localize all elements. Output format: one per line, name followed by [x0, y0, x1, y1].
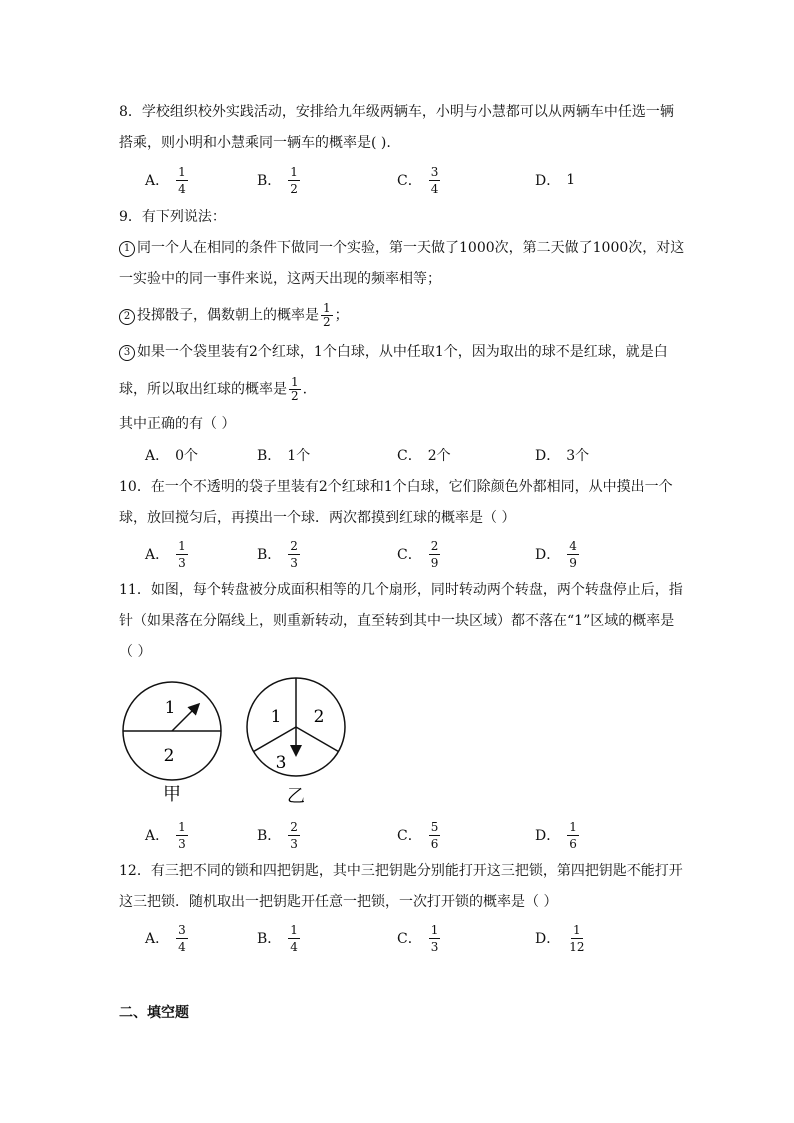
- q8-options: [145, 162, 705, 198]
- fraction: $\frac{1}{3}$: [178, 538, 186, 570]
- q12-option-c[interactable]: C． $\frac{1}{3}$: [397, 922, 439, 954]
- fraction: $\frac{1}{2}$: [291, 375, 299, 403]
- fraction: $\frac{1}{3}$: [178, 819, 186, 851]
- spinner-yi: [247, 678, 345, 807]
- q9-statement-1-line2: 一实验中的同一事件来说，这两天出现的频率相等；: [119, 271, 441, 287]
- spinner-yi-region-1: 1: [270, 707, 282, 727]
- fraction: $\frac{4}{9}$: [569, 538, 577, 570]
- q9-options: [145, 437, 705, 473]
- q11-options: [145, 817, 705, 853]
- q9-statement-2: 2 投掷骰子，偶数朝上的概率是 $\frac{1}{2}$ ；: [119, 302, 349, 329]
- q11-text-line3: （ ）: [119, 644, 152, 660]
- spinner-jia-region-1: 1: [164, 698, 176, 718]
- q10-option-b[interactable]: B． $\frac{2}{3}$: [257, 538, 298, 570]
- circled-number-2: 2: [119, 309, 135, 325]
- fraction: $\frac{5}{6}$: [430, 819, 439, 851]
- q12-options: [145, 920, 705, 956]
- spinner-jia-label: 甲: [163, 784, 181, 805]
- q8-text-line1: 8．学校组织校外实践活动，安排给九年级两辆车，小明与小慧都可以从两辆车中任选一辆: [119, 104, 674, 120]
- fraction: $\frac{2}{3}$: [290, 819, 298, 851]
- q8-option-d[interactable]: D． 1: [535, 172, 576, 189]
- q10-option-d[interactable]: D． $\frac{4}{9}$: [535, 538, 577, 570]
- circled-number-3: 3: [119, 345, 135, 361]
- q10-text-line1: 10．在一个不透明的袋子里装有2个红球和1个白球，它们除颜色外都相同，从中摸出一个: [119, 479, 673, 495]
- q12-option-b[interactable]: B． $\frac{1}{4}$: [257, 922, 298, 954]
- spinner-yi-region-2: 2: [313, 707, 325, 727]
- spinner-yi-region-3: 3: [275, 753, 287, 773]
- q9-question: 其中正确的有（ ）: [119, 416, 236, 432]
- q9-option-c[interactable]: C． 2个: [397, 448, 451, 464]
- q8-text-line2: 搭乘，则小明和小慧乘同一辆车的概率是( ).: [119, 135, 391, 151]
- circled-number-1: 1: [119, 241, 135, 257]
- q8-option-a[interactable]: A． $\frac{1}{4}$: [145, 164, 186, 196]
- q11-text-line2: 针（如果落在分隔线上，则重新转动，直至转到其中一块区域）都不落在“1”区域的概率是: [119, 613, 675, 629]
- fraction: $\frac{1}{4}$: [290, 922, 298, 954]
- q8-option-b[interactable]: B． $\frac{1}{2}$: [257, 164, 298, 196]
- q10-text-line2: 球，放回搅匀后，再摸出一个球．两次都摸到红球的概率是（ ）: [119, 510, 516, 526]
- q10-option-a[interactable]: A． $\frac{1}{3}$: [145, 538, 186, 570]
- q9-statement-1-line1: 1 同一个人在相同的条件下做同一个实验，第一天做了1000次，第二天做了1000次，对这: [119, 238, 684, 258]
- q11-option-b[interactable]: B． $\frac{2}{3}$: [257, 819, 298, 851]
- fraction: $\frac{1}{12}$: [569, 922, 585, 954]
- q11-text-line1: 11．如图，每个转盘被分成面积相等的几个扇形，同时转动两个转盘，两个转盘停止后，指: [119, 582, 683, 598]
- fraction: $\frac{2}{9}$: [430, 538, 439, 570]
- fraction: $\frac{1}{4}$: [178, 164, 186, 196]
- section-title-fill-in: 二、填空题: [119, 1005, 189, 1021]
- fraction: $\frac{1}{2}$: [290, 164, 298, 196]
- fraction: $\frac{1}{6}$: [569, 819, 577, 851]
- spinner-yi-label: 乙: [287, 786, 305, 807]
- q11-option-c[interactable]: C． $\frac{5}{6}$: [397, 819, 439, 851]
- fraction: $\frac{3}{4}$: [430, 164, 439, 196]
- q8-option-c[interactable]: C． $\frac{3}{4}$: [397, 164, 439, 196]
- fraction: $\frac{1}{2}$: [323, 301, 331, 329]
- spinner-figure: [110, 672, 370, 812]
- fraction: $\frac{1}{3}$: [430, 922, 439, 954]
- q9-statement-3-line2: 球，所以取出红球的概率是 $\frac{1}{2}$ .: [119, 375, 308, 403]
- q12-option-d[interactable]: D． $\frac{1}{12}$: [535, 922, 585, 954]
- q12-option-a[interactable]: A． $\frac{3}{4}$: [145, 922, 186, 954]
- spinner-yi-divider-right: [296, 727, 338, 752]
- spinner-jia-pointer: [172, 705, 198, 731]
- q9-text-line1: 9．有下列说法：: [119, 209, 226, 225]
- spinner-yi-divider-left: [254, 727, 296, 752]
- q11-option-d[interactable]: D． $\frac{1}{6}$: [535, 819, 577, 851]
- spinner-jia: [123, 682, 221, 805]
- q12-text-line1: 12．有三把不同的锁和四把钥匙，其中三把钥匙分别能打开这三把锁，第四把钥匙不能打开: [119, 863, 683, 879]
- fraction: $\frac{2}{3}$: [290, 538, 298, 570]
- q9-option-b[interactable]: B． 1个: [257, 448, 311, 464]
- q10-options: [145, 536, 705, 572]
- spinner-jia-region-2: 2: [163, 746, 175, 766]
- q9-statement-3-line1: 3 如果一个袋里装有2个红球，1个白球，从中任取1个，因为取出的球不是红球，就是白: [119, 342, 668, 362]
- q9-option-d[interactable]: D． 3个: [535, 448, 590, 464]
- q9-option-a[interactable]: A． 0个: [145, 448, 199, 464]
- q11-option-a[interactable]: A． $\frac{1}{3}$: [145, 819, 186, 851]
- q12-text-line2: 这三把锁．随机取出一把钥匙开任意一把锁，一次打开锁的概率是（ ）: [119, 894, 558, 910]
- fraction: $\frac{3}{4}$: [178, 922, 186, 954]
- q10-option-c[interactable]: C． $\frac{2}{9}$: [397, 538, 439, 570]
